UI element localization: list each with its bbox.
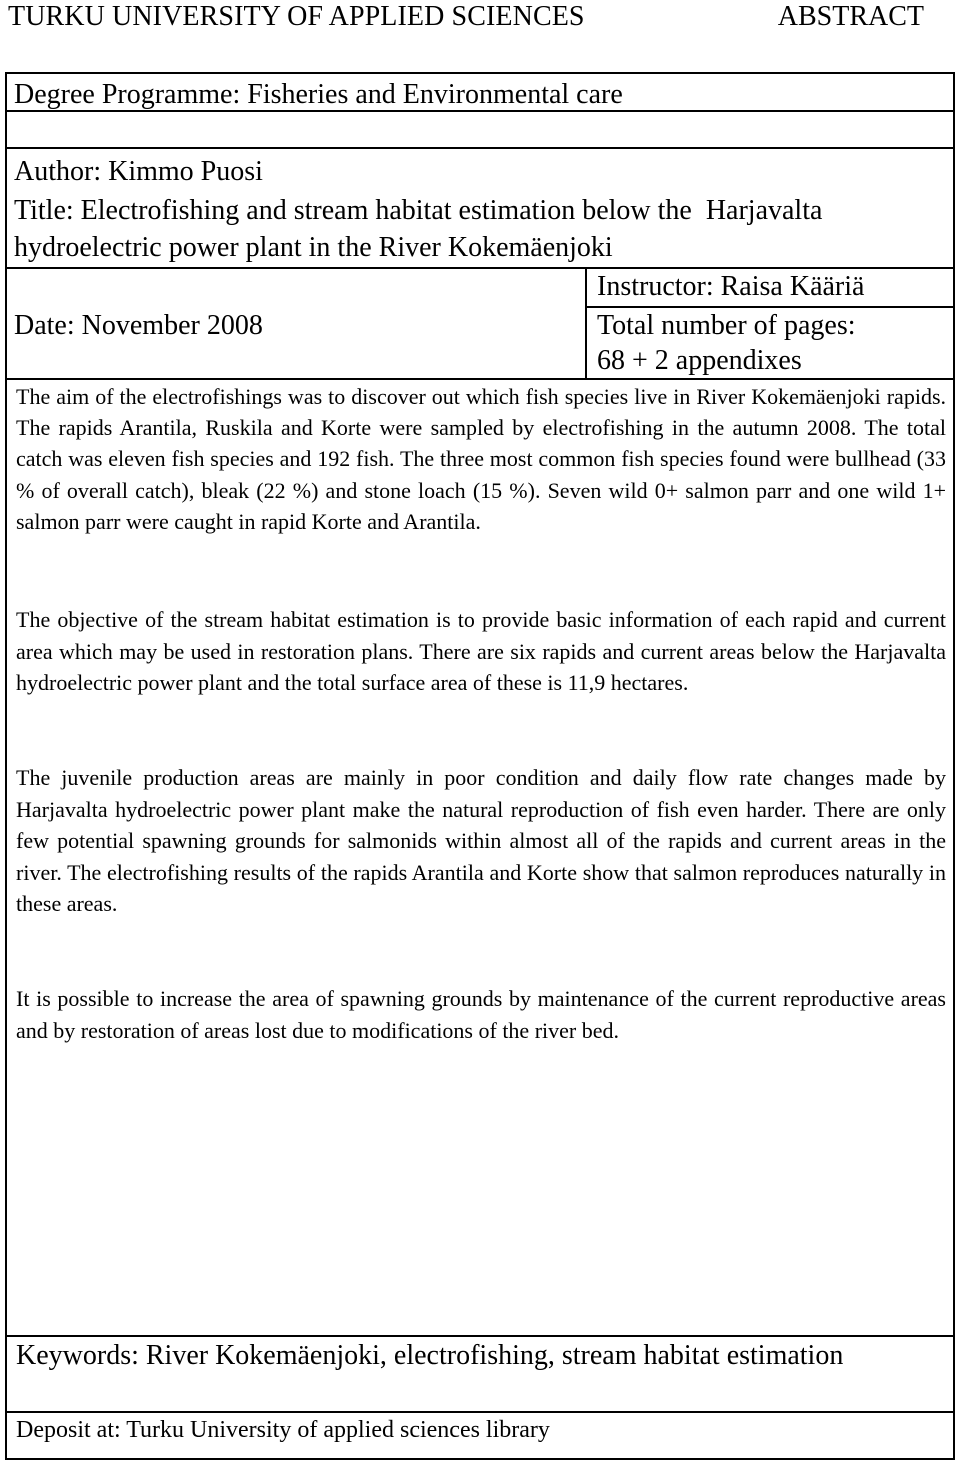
divider xyxy=(7,1411,953,1413)
author: Author: Kimmo Puosi xyxy=(14,156,263,187)
abstract-form xyxy=(5,72,955,1460)
abstract-paragraph-1: The aim of the electrofishings was to discover out which fish species live in River Kokemäenjoki rapids. The rapids Arantila, Ruskila and Korte were sampled by electrofishing in the autumn 2008. The total catch was eleven fish species and 192 fish. The three most common fish species found were bullhead (33 % of overall catch), bleak (22 %) and stone loach (15 %). Seven wild 0+ salmon parr and one wild 1+ salmon parr were caught in rapid Korte and Arantila. xyxy=(16,384,946,534)
divider xyxy=(7,378,953,380)
divider xyxy=(7,1335,953,1337)
title-line-1: Title: Electrofishing and stream habitat estimation below the Harjavalta xyxy=(14,195,823,226)
title-line-2: hydroelectric power plant in the River Kokemäenjoki xyxy=(14,232,613,263)
institution-name: TURKU UNIVERSITY OF APPLIED SCIENCES xyxy=(8,1,585,32)
date: Date: November 2008 xyxy=(14,310,263,341)
divider xyxy=(7,147,953,149)
abstract-paragraph-4: It is possible to increase the area of spawning grounds by maintenance of the current reproductive areas and by restoration of areas lost due to modifications of the river bed. xyxy=(16,986,946,1043)
abstract-paragraph-3: The juvenile production areas are mainly in poor condition and daily flow rate changes made by Harjavalta hydroelectric power plant make the natural reproduction of fish even harder. There are only few potential spawning grounds for salmonids within almost all of the rapids and current areas in the river. The electrofishing results of the rapids Arantila and Korte show that salmon reproduces naturally in these areas. xyxy=(16,765,946,916)
keywords: Keywords: River Kokemäenjoki, electrofishing, stream habitat estimation xyxy=(16,1340,844,1371)
deposit-location: Deposit at: Turku University of applied sciences library xyxy=(16,1417,550,1443)
divider xyxy=(7,110,953,112)
total-pages-label: Total number of pages: xyxy=(597,310,856,341)
document-type: ABSTRACT xyxy=(777,1,924,32)
column-divider xyxy=(585,267,587,378)
degree-programme: Degree Programme: Fisheries and Environmental care xyxy=(14,79,623,110)
total-pages-value: 68 + 2 appendixes xyxy=(597,345,802,376)
abstract-paragraph-2: The objective of the stream habitat estimation is to provide basic information of each rapid and current area which may be used in restoration plans. There are six rapids and current areas below the Harjavalta hydroelectric power plant and the total surface area of these is 11,9 hectares. xyxy=(16,607,946,695)
instructor: Instructor: Raisa Kääriä xyxy=(597,271,865,302)
